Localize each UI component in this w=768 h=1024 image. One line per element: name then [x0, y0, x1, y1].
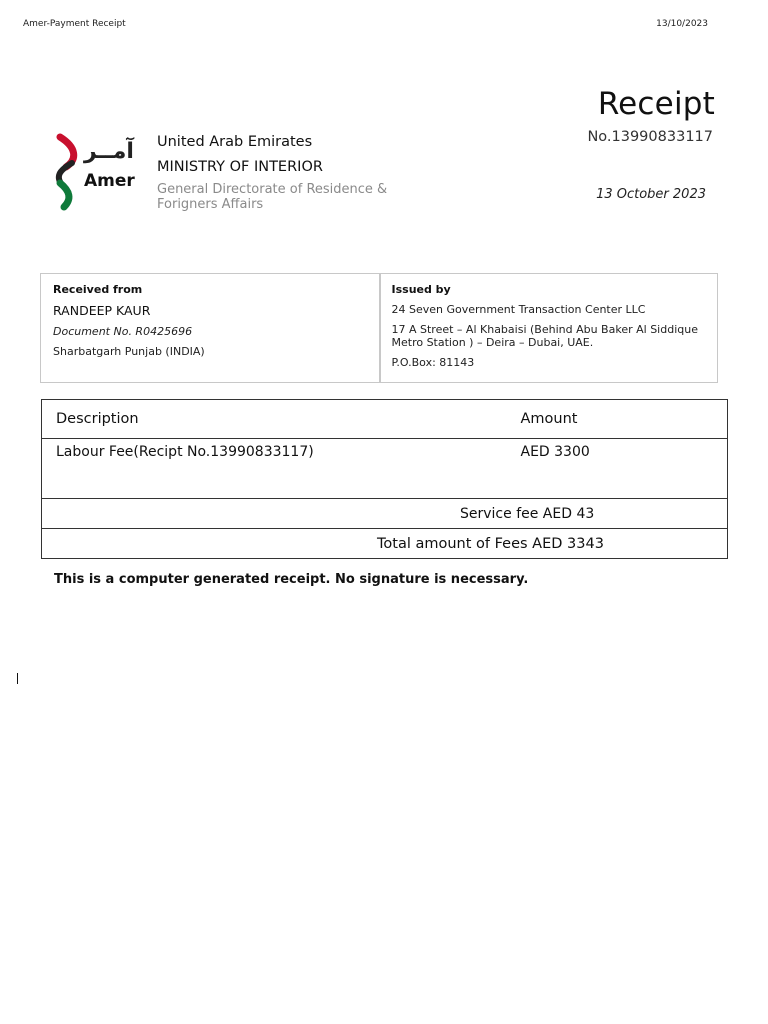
receipt-number: No.13990833117: [587, 129, 713, 145]
receipt-title: Receipt: [597, 86, 715, 122]
issued-by-panel: [379, 274, 718, 382]
logo-latin-text: Amer: [84, 171, 135, 191]
organization-block: [157, 133, 477, 212]
amount-header: Amount: [521, 400, 728, 439]
payer-name: RANDEEP KAUR: [53, 303, 151, 318]
issuer-address: 17 A Street – Al Khabaisi (Behind Abu Baker Al Siddique Metro Station ) – Deira – Dubai, UAE.: [391, 323, 698, 349]
print-header-date: 13/10/2023: [656, 19, 708, 29]
table-row: [42, 439, 728, 499]
logo-arabic-text: آمــر: [84, 139, 134, 164]
total-amount: Total amount of Fees AED 3343: [42, 529, 728, 559]
received-from-heading: Received from: [53, 283, 143, 296]
amer-logo: [50, 133, 140, 213]
print-header-title: Amer-Payment Receipt: [23, 19, 126, 29]
org-department: General Directorate of Residence & Forigners Affairs: [157, 182, 388, 212]
fee-amount: AED 3300: [521, 439, 728, 499]
org-ministry: MINISTRY OF INTERIOR: [157, 159, 323, 175]
text-cursor: [17, 673, 18, 684]
received-from-panel: [41, 274, 379, 382]
fees-header-row: [42, 400, 728, 439]
fee-description: Labour Fee(Recipt No.13990833117): [42, 439, 521, 499]
org-country: United Arab Emirates: [157, 134, 313, 150]
payer-document-number: Document No. R0425696: [53, 325, 193, 338]
issuer-pobox: P.O.Box: 81143: [391, 356, 475, 369]
print-header: [23, 19, 708, 29]
parties-box: [40, 273, 718, 383]
receipt-date: 13 October 2023: [596, 187, 706, 202]
issuer-name: 24 Seven Government Transaction Center LLC: [391, 303, 646, 316]
issued-by-heading: Issued by: [391, 283, 451, 296]
service-fee-row: [42, 499, 728, 529]
total-row: [42, 529, 728, 559]
amer-emblem-icon: [50, 133, 84, 213]
description-header: Description: [42, 400, 521, 439]
computer-generated-note: This is a computer generated receipt. No signature is necessary.: [54, 572, 529, 587]
fees-table: [41, 399, 728, 559]
service-fee: Service fee AED 43: [42, 499, 728, 529]
payer-address: Sharbatgarh Punjab (INDIA): [53, 345, 205, 358]
